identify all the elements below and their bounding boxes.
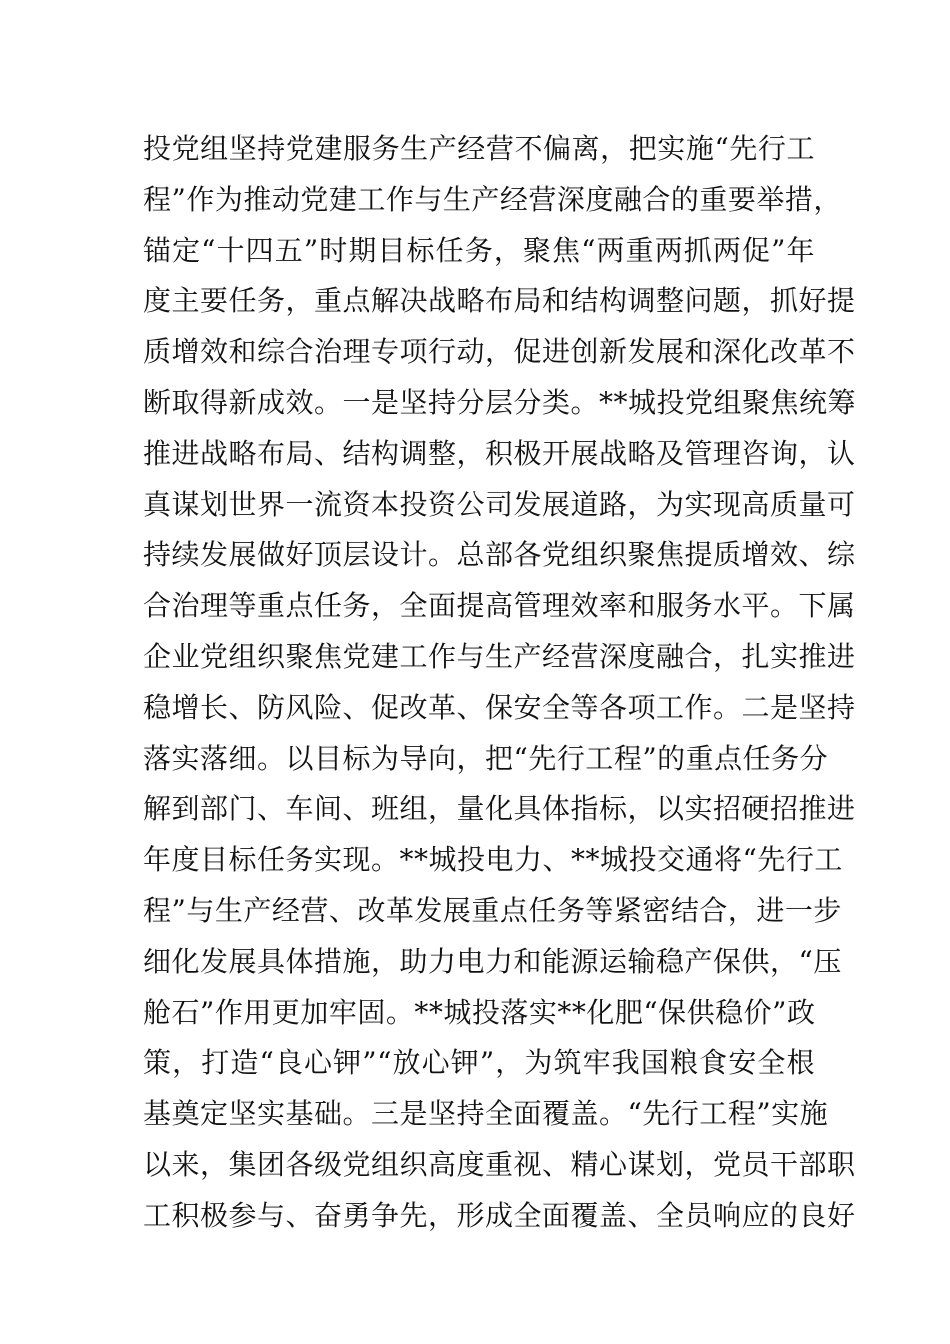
text-line: 年度目标任务实现。**城投电力、**城投交通将“先行工 bbox=[143, 843, 843, 877]
text-line: 基奠定坚实基础。三是坚持全面覆盖。“先行工程”实施 bbox=[143, 1097, 829, 1131]
text-line: 舱石”作用更加牢固。**城投落实**化肥“保供稳价”政 bbox=[143, 995, 816, 1029]
text-line: 质增效和综合治理专项行动，促进创新发展和深化改革不 bbox=[143, 335, 856, 369]
text-line: 以来，集团各级党组织高度重视、精心谋划，党员干部职 bbox=[143, 1147, 856, 1181]
text-line: 合治理等重点任务，全面提高管理效率和服务水平。下属 bbox=[143, 589, 856, 623]
text-line: 持续发展做好顶层设计。总部各党组织聚焦提质增效、综 bbox=[143, 538, 856, 572]
text-line: 程”与生产经营、改革发展重点任务等紧密结合，进一步 bbox=[143, 893, 842, 927]
text-line: 稳增长、防风险、促改革、保安全等各项工作。二是坚持 bbox=[143, 690, 856, 724]
text-line: 策，打造“良心钾”“放心钾”，为筑牢我国粮食安全根 bbox=[143, 1046, 815, 1080]
text-line: 投党组坚持党建服务生产经营不偏离，把实施“先行工 bbox=[143, 132, 815, 165]
text-line: 工积极参与、奋勇争先，形成全面覆盖、全员响应的良好 bbox=[143, 1198, 856, 1232]
text-line: 落实落细。以目标为导向，把“先行工程”的重点任务分 bbox=[143, 741, 829, 775]
text-line: 锚定“十四五”时期目标任务，聚焦“两重两抓两促”年 bbox=[143, 233, 815, 267]
text-line: 程”作为推动党建工作与生产经营深度融合的重要举措， bbox=[143, 182, 842, 216]
body-paragraph bbox=[143, 124, 857, 1242]
text-line: 企业党组织聚焦党建工作与生产经营深度融合，扎实推进 bbox=[143, 639, 856, 673]
text-line: 解到部门、车间、班组，量化具体指标，以实招硬招推进 bbox=[143, 792, 856, 826]
text-line: 断取得新成效。一是坚持分层分类。**城投党组聚焦统筹 bbox=[143, 385, 857, 419]
text-line: 度主要任务，重点解决战略布局和结构调整问题，抓好提 bbox=[143, 284, 856, 318]
text-line: 推进战略布局、结构调整，积极开展战略及管理咨询，认 bbox=[143, 436, 856, 470]
text-line: 真谋划世界一流资本投资公司发展道路，为实现高质量可 bbox=[143, 487, 856, 521]
text-line: 细化发展具体措施，助力电力和能源运输稳产保供，“压 bbox=[143, 944, 842, 978]
